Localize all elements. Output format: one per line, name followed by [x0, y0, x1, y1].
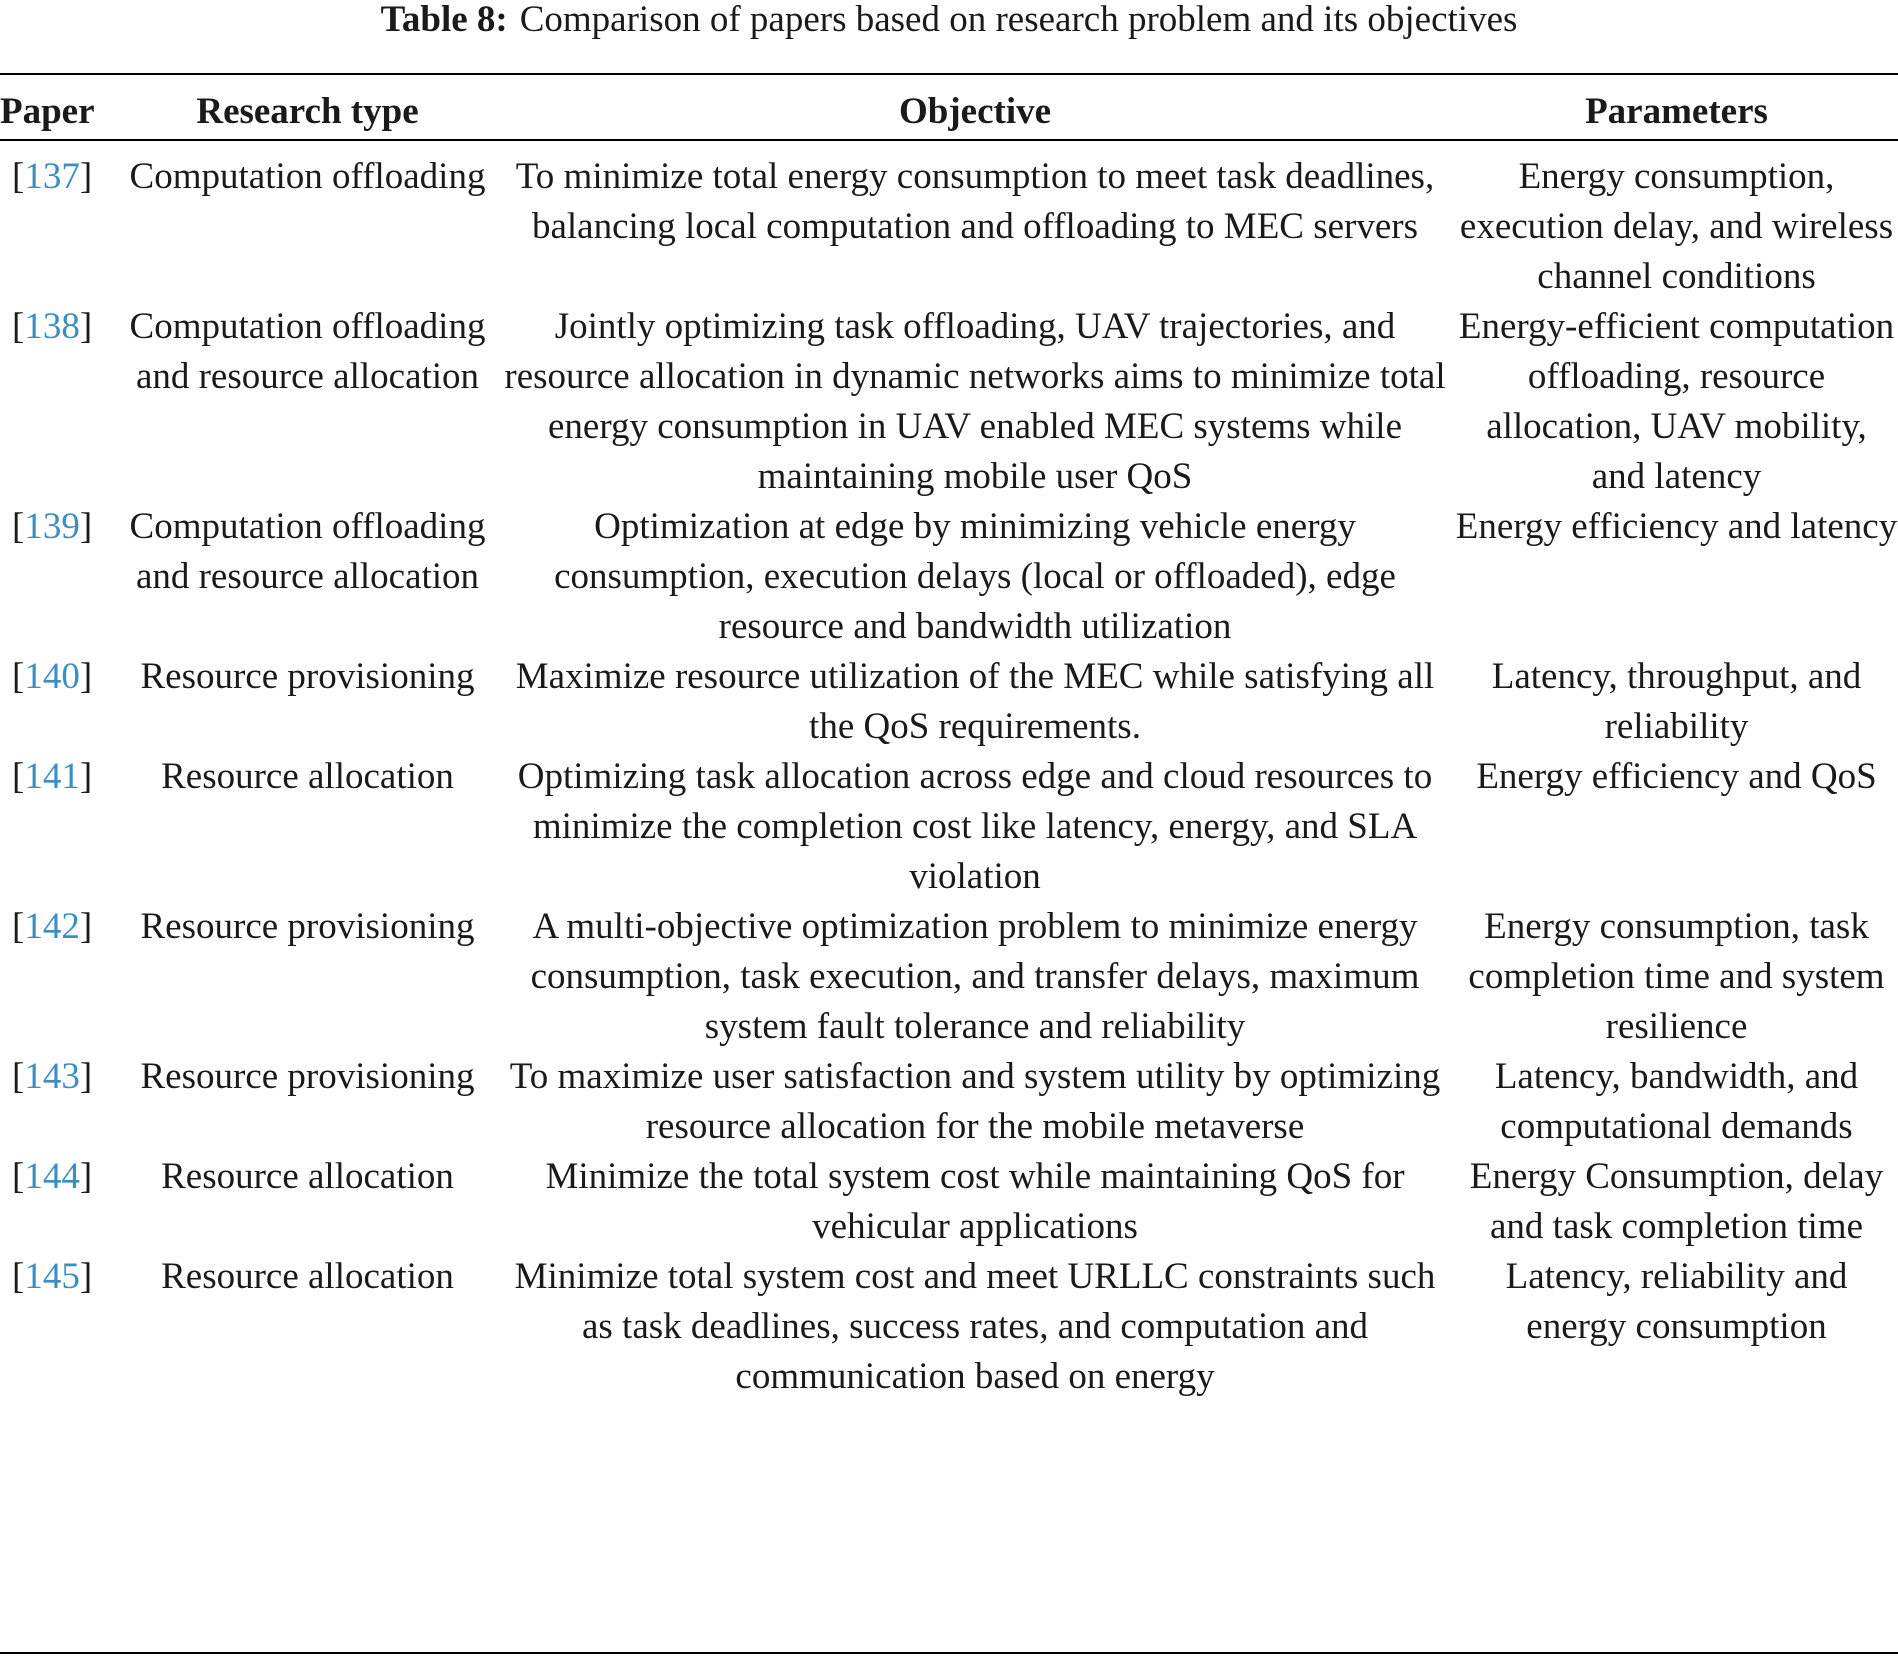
citation-link[interactable]: 137 — [24, 156, 80, 197]
citation-link[interactable]: 138 — [24, 306, 80, 347]
header-paper: Paper — [0, 91, 95, 132]
cell-objective: Optimizing task allocation across edge and cloud resources to minimize the completion cost like latency, energy, and SLA violation — [517, 756, 1433, 897]
citation-link[interactable]: 140 — [24, 656, 80, 697]
cell-research-type: Resource provisioning — [140, 906, 475, 947]
cell-parameters: Energy efficiency and QoS — [1476, 756, 1877, 797]
cell-objective: Minimize the total system cost while maintaining QoS for vehicular applications — [545, 1156, 1405, 1247]
table-row — [0, 1052, 1898, 1152]
cell-parameters: Latency, throughput, and reliability — [1491, 656, 1862, 747]
cell-research-type: Computation offloading and resource allocation — [129, 506, 486, 597]
cell-research-type: Computation offloading — [129, 156, 486, 197]
citation-link[interactable]: 144 — [24, 1156, 80, 1197]
table-top-rule — [0, 73, 1898, 75]
cell-paper: [143] — [12, 1056, 93, 1097]
citation-link[interactable]: 142 — [24, 906, 80, 947]
cell-parameters: Energy-efficient computation offloading, resource allocation, UAV mobility, and latency — [1458, 306, 1895, 497]
table-body — [0, 152, 1898, 1402]
citation-link[interactable]: 141 — [24, 756, 80, 797]
cell-research-type: Computation offloading and resource allocation — [129, 306, 486, 397]
cell-research-type: Resource provisioning — [140, 1056, 475, 1097]
table-caption-label: Table 8: — [380, 0, 508, 40]
citation-link[interactable]: 143 — [24, 1056, 80, 1097]
cell-paper: [142] — [12, 906, 93, 947]
citation-link[interactable]: 139 — [24, 506, 80, 547]
cell-objective: Jointly optimizing task offloading, UAV trajectories, and resource allocation in dynamic networks aims to minimize total energy consumption in UAV enabled MEC systems while maintaining mobile user QoS — [504, 306, 1446, 497]
cell-parameters: Latency, reliability and energy consumption — [1505, 1256, 1848, 1347]
table-caption — [0, 0, 1898, 40]
header-objective: Objective — [898, 91, 1052, 132]
cell-paper: [144] — [12, 1156, 93, 1197]
table-row — [0, 652, 1898, 752]
cell-parameters: Energy Consumption, delay and task completion time — [1469, 1156, 1884, 1247]
table-bottom-rule — [0, 1652, 1898, 1654]
comparison-table — [0, 88, 1898, 1402]
cell-research-type: Resource allocation — [161, 1156, 454, 1197]
table-row — [0, 152, 1898, 302]
table-caption-text: Comparison of papers based on research problem and its objectives — [519, 0, 1518, 40]
cell-objective: To minimize total energy consumption to meet task deadlines, balancing local computation and offloading to MEC servers — [515, 156, 1435, 247]
table-row — [0, 1252, 1898, 1402]
cell-research-type: Resource allocation — [161, 756, 454, 797]
cell-paper: [137] — [12, 156, 93, 197]
cell-objective: To maximize user satisfaction and system utility by optimizing resource allocation for the mobile metaverse — [509, 1056, 1441, 1147]
cell-paper: [139] — [12, 506, 93, 547]
cell-parameters: Energy efficiency and latency — [1455, 506, 1898, 547]
citation-link[interactable]: 145 — [24, 1256, 80, 1297]
header-parameters: Parameters — [1585, 91, 1768, 132]
cell-research-type: Resource allocation — [161, 1256, 454, 1297]
cell-parameters: Energy consumption, execution delay, and wireless channel conditions — [1459, 156, 1894, 297]
cell-research-type: Resource provisioning — [140, 656, 475, 697]
table-row — [0, 752, 1898, 902]
table-row — [0, 902, 1898, 1052]
cell-objective: Minimize total system cost and meet URLLC constraints such as task deadlines, success rates, and computation and communication based on energy — [514, 1256, 1436, 1397]
table-row — [0, 302, 1898, 502]
cell-objective: Maximize resource utilization of the MEC while satisfying all the QoS requirements. — [515, 656, 1435, 747]
cell-parameters: Energy consumption, task completion time and system resilience — [1468, 906, 1885, 1047]
cell-parameters: Latency, bandwidth, and computational demands — [1494, 1056, 1859, 1147]
cell-objective: A multi-objective optimization problem to minimize energy consumption, task execution, and transfer delays, maximum system fault tolerance and reliability — [530, 906, 1420, 1047]
cell-paper: [145] — [12, 1256, 93, 1297]
header-research-type: Research type — [196, 91, 419, 132]
table-row — [0, 502, 1898, 652]
cell-paper: [140] — [12, 656, 93, 697]
cell-paper: [141] — [12, 756, 93, 797]
table-row — [0, 1152, 1898, 1252]
table-header-row — [0, 88, 1898, 136]
cell-paper: [138] — [12, 306, 93, 347]
cell-objective: Optimization at edge by minimizing vehicle energy consumption, execution delays (local or offloaded), edge resource and bandwidth utilization — [554, 506, 1396, 647]
